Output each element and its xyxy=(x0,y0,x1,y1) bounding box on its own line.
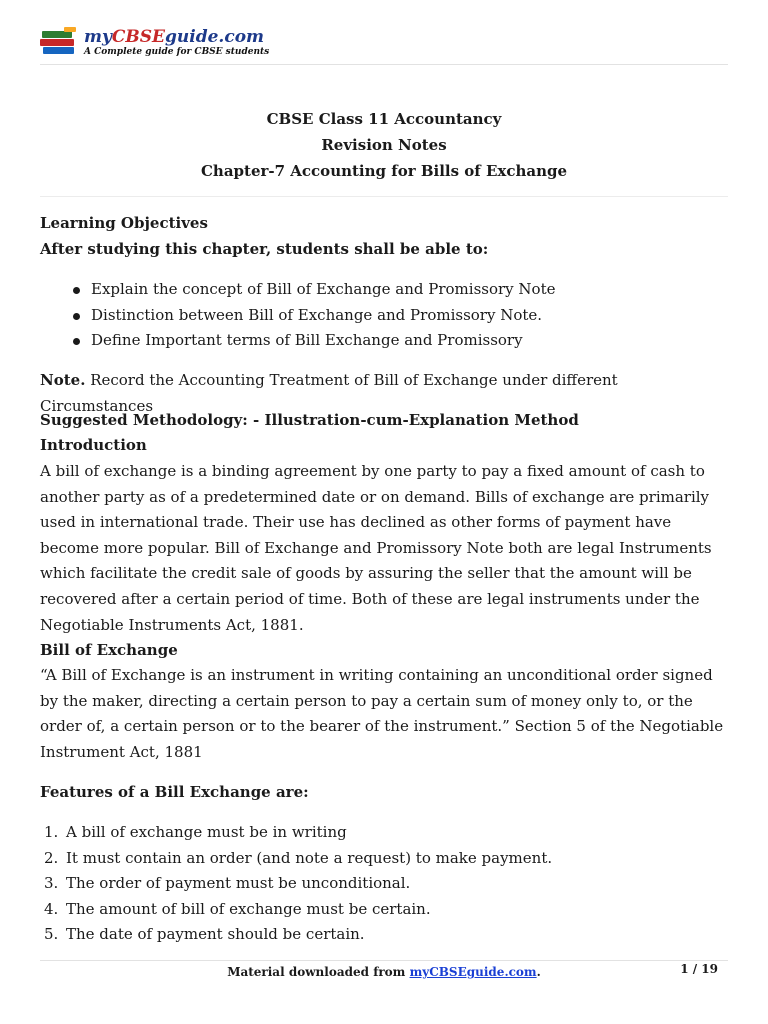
title-line-2: Revision Notes xyxy=(321,136,447,154)
document-title xyxy=(40,106,728,184)
list-item: Explain the concept of Bill of Exchange and Promissory Note xyxy=(40,277,730,303)
page-footer xyxy=(40,962,728,982)
bill-of-exchange-definition: “A Bill of Exchange is an instrument in writing containing an unconditional order signed by the maker, directing a certain person to pay a certain sum of money only to, or the order of, a certain person or to the bearer of the instrument.” Section 5 of the Negotiable Instrument Act, 1881 xyxy=(40,666,724,761)
footer-divider xyxy=(40,960,728,961)
note-label: Note. xyxy=(40,371,86,389)
footer-site-link[interactable]: myCBSEguide.com xyxy=(409,965,537,979)
page-header xyxy=(40,24,728,65)
bullet-icon xyxy=(73,313,80,320)
page-number: 1 / 19 xyxy=(680,962,718,976)
bullet-icon xyxy=(73,338,80,345)
introduction-heading: Introduction xyxy=(40,436,147,454)
objectives-list xyxy=(40,277,730,354)
list-item: 1. A bill of exchange must be in writing xyxy=(44,823,347,841)
title-line-3: Chapter-7 Accounting for Bills of Exchange xyxy=(200,162,568,180)
features-list xyxy=(40,820,730,948)
list-item: 2. It must contain an order (and note a request) to make payment. xyxy=(44,848,553,867)
features-heading: Features of a Bill Exchange are: xyxy=(40,783,309,801)
books-icon xyxy=(40,27,80,59)
learning-objectives-heading: Learning Objectives xyxy=(40,214,208,232)
note-text: Record the Accounting Treatment of Bill of Exchange under different Circumstances xyxy=(40,371,618,415)
bullet-icon xyxy=(73,287,80,294)
learning-objectives-subheading: After studying this chapter, students shall be able to: xyxy=(40,240,489,258)
footer-credit: Material downloaded from myCBSEguide.com. xyxy=(227,965,541,979)
list-item: 4. The amount of bill of exchange must be certain. xyxy=(44,899,431,918)
introduction-body: A bill of exchange is a binding agreement by one party to pay a fixed amount of cash to another party as of a predetermined date or on demand. Bills of exchange are primarily used in international trade. Their use has declined as other forms of payment have become more popular. Bill of Exchange and Promissory Note both are legal Instruments which facilitate the credit sale of goods by assuring the seller that the amount will be recovered after a certain period of time. Both of these are legal instruments under the Negotiable Instruments Act, 1881. xyxy=(40,462,712,634)
divider xyxy=(40,196,728,197)
list-item: 5. The date of payment should be certain. xyxy=(44,925,365,944)
bill-of-exchange-heading: Bill of Exchange xyxy=(40,641,178,659)
logo-name: myCBSEguide.com xyxy=(84,27,265,47)
title-line-1: CBSE Class 11 Accountancy xyxy=(266,110,502,128)
list-item: Distinction between Bill of Exchange and Promissory Note. xyxy=(40,303,730,329)
site-logo[interactable] xyxy=(40,26,269,60)
list-item: 3. The order of payment must be unconditional. xyxy=(44,874,411,893)
methodology-heading: Suggested Methodology: - Illustration-cum-Explanation Method xyxy=(40,411,579,429)
list-item: Define Important terms of Bill Exchange and Promissory xyxy=(40,328,730,354)
logo-tagline: A Complete guide for CBSE students xyxy=(84,47,270,57)
